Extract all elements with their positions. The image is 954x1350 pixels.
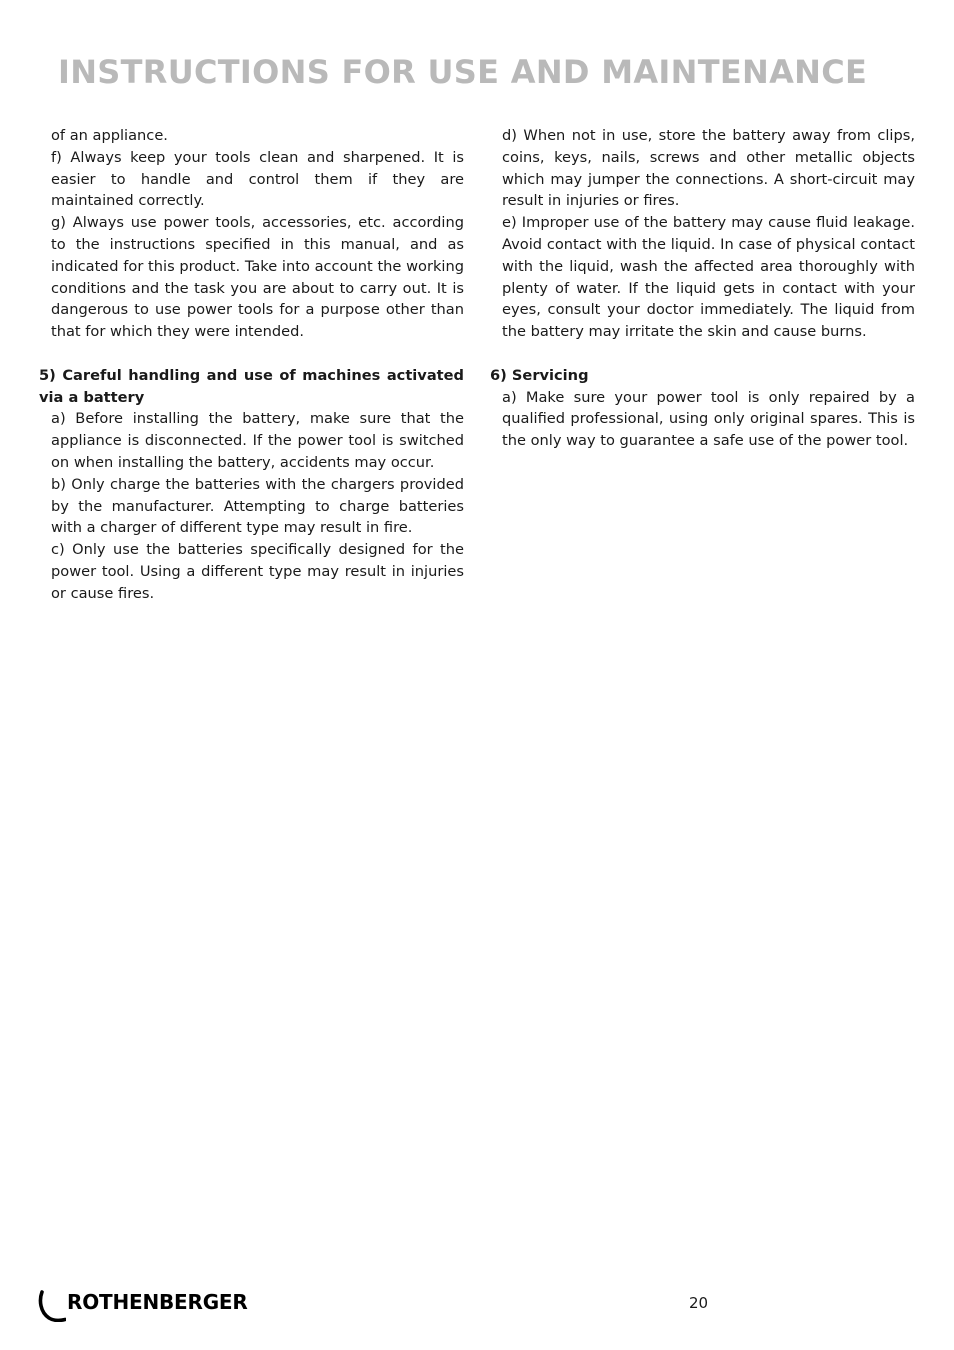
section-heading-5: 5) Careful handling and use of machines activated via a battery <box>39 366 464 406</box>
paragraph-item-e-battery: e) Improper use of the battery may cause fluid leakage. Avoid contact with the liquid. In case of physical contact with the liquid, wash the affected area thoroughly with plenty of water. If the liquid gets in contact with your eyes, consult your doctor immediately. The liquid from the battery may irritate the skin and cause burns. <box>502 214 915 341</box>
paragraph-item-c-battery: c) Only use the batteries specifically designed for the power tool. Using a different type may result in injuries or cause fires. <box>51 541 464 602</box>
page-number: 20 <box>689 1294 709 1312</box>
paragraph-item-a-battery: a) Before installing the battery, make sure that the appliance is disconnected. If the power tool is switched on when installing the battery, accidents may occur. <box>51 410 464 471</box>
paragraph-item-f: f) Always keep your tools clean and sharpened. It is easier to handle and control them if they are maintained correctly. <box>51 148 464 210</box>
brand-logo <box>38 1290 248 1322</box>
left-column <box>39 125 464 605</box>
paragraph-item-a-servicing: a) Make sure your power tool is only repaired by a qualified professional, using only original spares. This is the only way to guarantee a safe use of the power tool. <box>502 388 915 450</box>
paragraph-item-b-battery: b) Only charge the batteries with the chargers provided by the manufacturer. Attempting to charge batteries with a charger of different type may result in fire. <box>51 475 464 537</box>
page-title: INSTRUCTIONS FOR USE AND MAINTENANCE <box>58 53 868 91</box>
right-column <box>490 125 915 452</box>
logo-wordmark: ROTHENBERGER <box>67 1290 248 1314</box>
rothenberger-swoosh-icon <box>38 1290 66 1322</box>
paragraph-appliance-end: of an appliance. <box>51 127 168 144</box>
section-heading-6: 6) Servicing <box>490 366 589 384</box>
paragraph-item-g: g) Always use power tools, accessories, etc. according to the instructions specified in this manual, and as indicated for this product. Take into account the working conditions and the task you are about to carry out. It is dangerous to use power tools for a purpose other than that for which they were intended. <box>51 214 464 341</box>
paragraph-item-d-battery: d) When not in use, store the battery away from clips, coins, keys, nails, screws and other metallic objects which may jumper the connections. A short-circuit may result in injuries or fires. <box>502 127 915 210</box>
